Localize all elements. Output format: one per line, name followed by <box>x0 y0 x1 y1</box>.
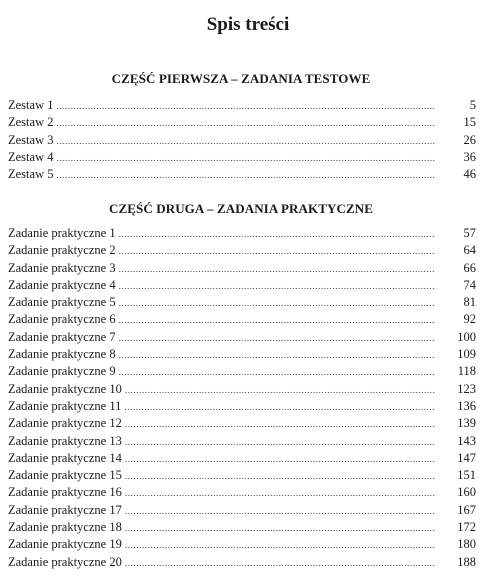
toc-entry-label: Zestaw 5 <box>8 167 54 182</box>
toc-entry-label: Zestaw 1 <box>8 98 54 112</box>
toc-entry-page-number: 136 <box>457 398 476 413</box>
toc-entry-page-number: 15 <box>463 115 476 130</box>
toc-entry-page-number: 139 <box>457 416 476 431</box>
toc-entry-page-number: 151 <box>457 468 476 483</box>
dot-leader <box>119 278 435 295</box>
dot-leader <box>56 98 435 115</box>
toc-entry-label: Zadanie praktyczne 16 <box>8 485 122 500</box>
toc-entry-page-number: 167 <box>457 502 476 517</box>
toc-entry-page-number: 66 <box>463 260 476 275</box>
toc-entry <box>8 225 476 242</box>
toc-entry-label: Zadanie praktyczne 20 <box>8 554 122 569</box>
toc-entry-page-number: 160 <box>457 485 476 500</box>
dot-leader <box>125 520 435 537</box>
toc-entry <box>8 329 476 346</box>
toc-entry <box>8 346 476 363</box>
toc-entry <box>8 415 476 432</box>
dot-leader <box>125 416 435 433</box>
toc-entry <box>8 166 476 183</box>
toc-entry-page-number: 100 <box>457 329 476 344</box>
toc-entry <box>8 277 476 294</box>
toc-list-part-one <box>8 97 476 183</box>
toc-entry-page-number: 180 <box>457 537 476 552</box>
toc-entry-label: Zadanie praktyczne 5 <box>8 295 116 310</box>
dot-leader <box>125 382 435 399</box>
toc-entry-label: Zadanie praktyczne 6 <box>8 312 116 327</box>
toc-entry-page-number: 64 <box>463 243 476 258</box>
dot-leader <box>119 364 435 381</box>
toc-entry <box>8 114 476 131</box>
toc-entry-page-number: 92 <box>463 312 476 327</box>
toc-entry-page-number: 147 <box>457 450 476 465</box>
toc-entry-page-number: 57 <box>463 226 476 240</box>
page-title: Spis treści <box>206 14 290 35</box>
section-heading-part-one: CZĘŚĆ PIERWSZA – ZADANIA TESTOWE <box>111 71 371 86</box>
toc-entry-label: Zadanie praktyczne 3 <box>8 260 116 275</box>
toc-entry <box>8 97 476 114</box>
section-heading-part-two: CZĘŚĆ DRUGA – ZADANIA PRAKTYCZNE <box>109 201 373 216</box>
toc-entry-page-number: 36 <box>463 149 476 164</box>
toc-entry-page-number: 188 <box>457 554 476 569</box>
dot-leader <box>119 243 435 260</box>
toc-entry-label: Zadanie praktyczne 14 <box>8 450 122 465</box>
toc-entry <box>8 467 476 484</box>
dot-leader <box>125 555 435 572</box>
toc-entry-label: Zadanie praktyczne 1 <box>8 226 116 240</box>
toc-entry-label: Zestaw 2 <box>8 115 54 130</box>
toc-entry <box>8 450 476 467</box>
toc-entry <box>8 519 476 536</box>
dot-leader <box>125 451 435 468</box>
dot-leader <box>56 167 435 184</box>
toc-entry-label: Zadanie praktyczne 15 <box>8 468 122 483</box>
toc-entry-label: Zestaw 3 <box>8 132 54 147</box>
toc-entry <box>8 536 476 553</box>
toc-entry-label: Zadanie praktyczne 7 <box>8 329 116 344</box>
dot-leader <box>125 434 435 451</box>
dot-leader <box>125 503 435 520</box>
toc-entry-label: Zadanie praktyczne 4 <box>8 277 116 292</box>
toc-entry-label: Zadanie praktyczne 11 <box>8 398 122 413</box>
dot-leader <box>119 295 435 312</box>
toc-entry-page-number: 118 <box>457 364 476 379</box>
toc-entry-label: Zadanie praktyczne 13 <box>8 433 122 448</box>
toc-entry-label: Zadanie praktyczne 18 <box>8 520 122 535</box>
toc-entry-page-number: 74 <box>463 277 476 292</box>
toc-entry <box>8 484 476 501</box>
toc-entry-page-number: 172 <box>457 520 476 535</box>
toc-entry-page-number: 109 <box>457 347 476 362</box>
toc-entry-label: Zadanie praktyczne 10 <box>8 381 122 396</box>
dot-leader <box>125 537 435 554</box>
toc-entry-page-number: 81 <box>463 295 476 310</box>
toc-entry-page-number: 123 <box>457 381 476 396</box>
toc-entry <box>8 242 476 259</box>
toc-entry-label: Zadanie praktyczne 19 <box>8 537 122 552</box>
toc-entry-label: Zadanie praktyczne 12 <box>8 416 122 431</box>
toc-entry-label: Zadanie praktyczne 8 <box>8 347 116 362</box>
toc-entry-page-number: 143 <box>457 433 476 448</box>
toc-entry-label: Zadanie praktyczne 2 <box>8 243 116 258</box>
toc-entry-page-number: 26 <box>463 132 476 147</box>
dot-leader <box>56 150 435 167</box>
toc-entry <box>8 260 476 277</box>
dot-leader <box>119 330 435 347</box>
dot-leader <box>125 485 435 502</box>
dot-leader <box>125 468 435 485</box>
toc-entry <box>8 554 476 571</box>
toc-entry-label: Zadanie praktyczne 17 <box>8 502 122 517</box>
dot-leader <box>124 399 435 416</box>
toc-entry-label: Zadanie praktyczne 9 <box>8 364 116 379</box>
dot-leader <box>56 115 435 132</box>
toc-entry <box>8 433 476 450</box>
toc-entry <box>8 502 476 519</box>
dot-leader <box>119 312 435 329</box>
dot-leader <box>119 347 435 364</box>
dot-leader <box>56 133 435 150</box>
toc-entry <box>8 363 476 380</box>
toc-entry <box>8 294 476 311</box>
toc-entry-page-number: 5 <box>469 98 476 112</box>
toc-entry-page-number: 46 <box>463 167 476 182</box>
toc-entry <box>8 398 476 415</box>
toc-entry <box>8 311 476 328</box>
toc-entry <box>8 132 476 149</box>
toc-entry <box>8 149 476 166</box>
dot-leader <box>119 226 435 243</box>
dot-leader <box>119 261 435 278</box>
toc-entry <box>8 381 476 398</box>
toc-entry-label: Zestaw 4 <box>8 149 54 164</box>
toc-list-part-two <box>8 225 476 571</box>
